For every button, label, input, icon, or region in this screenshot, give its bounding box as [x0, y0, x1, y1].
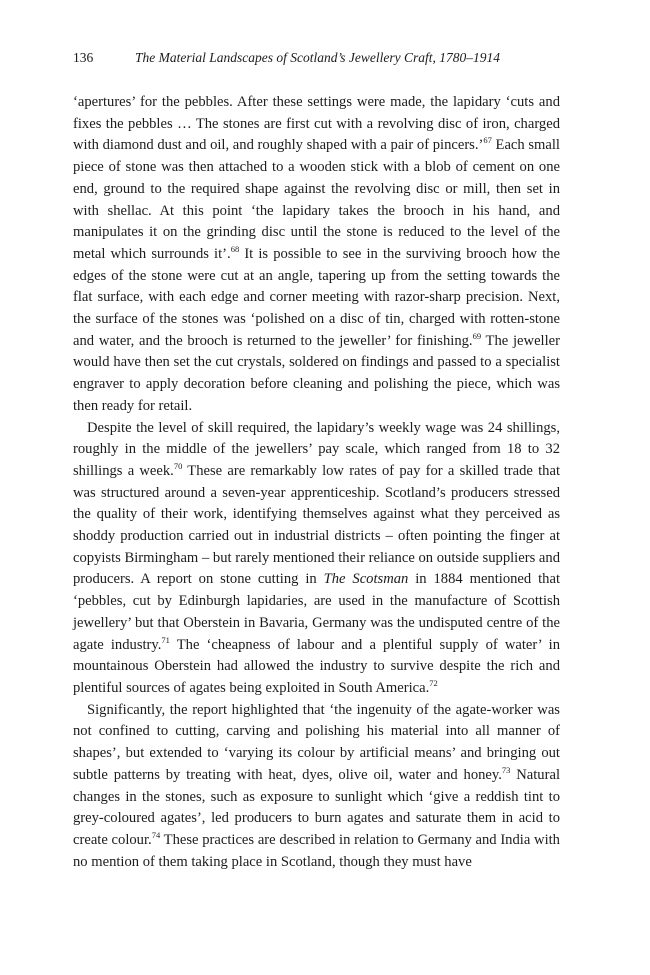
- footnote-ref: 70: [173, 460, 183, 471]
- text-run: It is possible to see in the surviving brooch how the edges of the stone were cut at an angle, tapering up from the setting towards the flat surface, with each edge and corner meeting with razor-sharp precision. Next, the surface of the stones was ‘polished on a disc of tin, charged with rotten-stone and water, and the brooch is returned to the jeweller’ for finishing.: [73, 245, 560, 349]
- text-run: Each small piece of stone was then attached to a wooden stick with a blob of cement on one end, ground to the required shape against the revolving disc or mill, then set in with shellac. At this point ‘the lapidary takes the brooch in his hand, and manipulates it on the grinding disc until the stone is reduced to the level of the metal which surrounds it’.: [73, 137, 560, 262]
- text-run: Significantly, the report highlighted that ‘the ingenuity of the agate-worker was not confined to cutting, carving and polishing his material into all manner of shapes’, but extended to ‘varying its colour by artificial means’ and bringing out subtle patterns by treating with heat, dyes, olive oil, water and honey.: [73, 701, 560, 783]
- footnote-ref: 69: [472, 330, 482, 341]
- footnote-ref: 74: [151, 829, 161, 840]
- text-run: These are remarkably low rates of pay for a skilled trade that was structured around a seven-year apprenticeship. Scotland’s producers stressed the quality of their work, identifying themselves against what they perceived as shoddy production carried out in industrial districts – often pointing the finger at copyists Birmingham – but rarely mentioned their reliance on outside suppliers and producers. A report on stone cutting in: [73, 462, 560, 588]
- running-head: [73, 50, 560, 66]
- text-run: Despite the level of skill required, the lapidary’s weekly wage was 24 shillings, roughly in the middle of the jewellers’ pay scale, which ranged from 18 to 32 shillings a week.: [73, 419, 560, 479]
- text-run: The jeweller would have then set the cut crystals, soldered on findings and passed to a specialist engraver to apply decoration before cleaning and polishing the piece, which was then ready for retail.: [73, 332, 560, 414]
- footnote-ref: 73: [501, 764, 511, 775]
- text-run: Natural changes in the stones, such as exposure to sunlight which ‘give a reddish tint to grey-coloured agates’, led producers to burn agates and saturate them in acid to create colour.: [73, 766, 560, 848]
- footnote-ref: 72: [429, 677, 438, 688]
- italic-title: The Scotsman: [323, 571, 409, 588]
- text-run: The ‘cheapness of labour and a plentiful supply of water’ in mountainous Oberstein had allowed the industry to survive despite the rich and plentiful sources of agates being exploited in South America.: [73, 636, 561, 696]
- text-run: ‘apertures’ for the pebbles. After these settings were made, the lapidary ‘cuts and fixes the pebbles … The stones are first cut with a revolving disc of iron, charged with diamond dust and oil, and roughly shaped with a pair of pincers.’: [73, 94, 560, 154]
- body-text: [73, 92, 560, 873]
- text-run: in 1884 mentioned that ‘pebbles, cut by Edinburgh lapidaries, are used in the manufacture of Scottish jewellery’ but that Oberstein in Bavaria, Germany was the undisputed centre of the agate industry.: [73, 571, 560, 653]
- footnote-ref: 67: [483, 135, 492, 146]
- text-run: These practices are described in relation to Germany and India with no mention of them taking place in Scotland, though they must have: [73, 831, 560, 870]
- footnote-ref: 71: [161, 634, 170, 645]
- page-number: 136: [73, 50, 94, 65]
- paragraph: [73, 92, 560, 418]
- paragraph: [73, 418, 560, 700]
- paragraph: [73, 700, 560, 874]
- running-title: The Material Landscapes of Scotland’s Jewellery Craft, 1780–1914: [135, 50, 500, 65]
- footnote-ref: 68: [230, 243, 240, 254]
